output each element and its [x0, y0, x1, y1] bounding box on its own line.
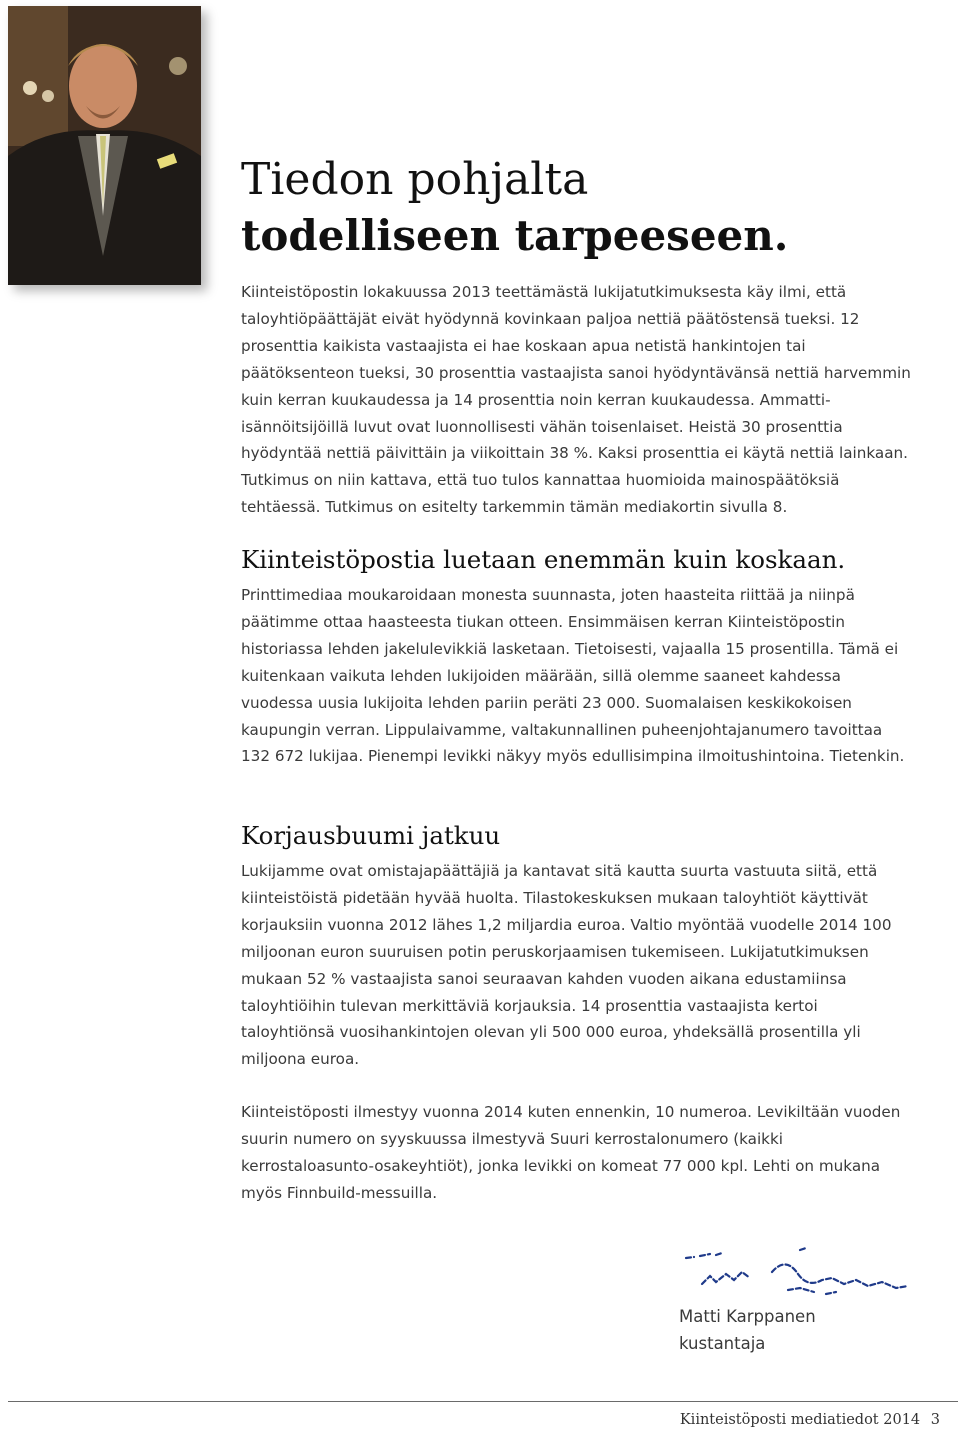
- readership-paragraph: Printtimediaa moukaroidaan monesta suunnasta, joten haasteita riittää ja niinpä päätimme ottaa haasteesta tiukan otteen. Ensimmäisen kerran Kiinteistöpostin historiassa lehden jakelulevikkiä lasketaan. Tietoisesti, vajaalla 15 prosentilla. Tämä ei kuitenkaan vaikuta lehden lukijoiden määrään, sillä olemme saaneet kahdessa vuodessa uusia lukijoita lehden pariin peräti 23 000. Suomalaisen keskikokoisen kaupungin verran. Lippulaivamme, valtakunnallinen puheenjohtajanumero tavoittaa 132 672 lukijaa. Pienempi levikki näkyy myös edullisimpina ilmoitushintoina. Tietenkin.: [241, 586, 905, 766]
- signer-title: kustantaja: [679, 1334, 766, 1353]
- footer-divider: [8, 1401, 958, 1402]
- page-number: 3: [930, 1412, 940, 1428]
- handwritten-signature-icon: [676, 1244, 916, 1304]
- footer-publication-title: Kiinteistöposti mediatiedot 2014: [679, 1412, 921, 1428]
- section-heading-renovation: Korjausbuumi jatkuu: [241, 821, 501, 850]
- publication-paragraph: Kiinteistöposti ilmestyy vuonna 2014 kuten ennenkin, 10 numeroa. Levikiltään vuoden suurin numero on syyskuussa ilmestyvä Suuri kerrostalonumero (kaikki kerrostaloasunto-osakeyhtiöt), jonka levikki on komeat 77 000 kpl. Lehti on mukana myös Finnbuild-messuilla.: [241, 1103, 901, 1202]
- footer: [680, 1410, 940, 1430]
- section-heading-readership: Kiinteistöpostia luetaan enemmän kuin koskaan.: [241, 545, 846, 574]
- renovation-paragraph: Lukijamme ovat omistajapäättäjiä ja kantavat sitä kautta suurta vastuuta siitä, että kiinteistöistä pidetään hyvää huolta. Tilastokeskuksen mukaan taloyhtiöt käyttivät korjauksiin vuonna 2012 lähes 1,2 miljardia euroa. Valtio myöntää vuodelle 2014 100 miljoonan euron suuruisen potin peruskorjaamisen tukemiseen. Lukijatutkimuksen mukaan 52 % vastaajista sanoi seuraavan kahden vuoden aikana edustamiinsa taloyhtiöihin tulevan merkittäviä korjauksia. 14 prosenttia vastaajista kertoi taloyhtiönsä vuosihankintojen olevan yli 500 000 euroa, yhdeksällä prosentilla yli miljoona euroa.: [241, 862, 892, 1069]
- headline-line-2: todelliseen tarpeeseen.: [241, 211, 789, 260]
- signer-name: Matti Karppanen: [679, 1307, 816, 1326]
- intro-paragraph: Kiinteistöpostin lokakuussa 2013 teettämästä lukijatutkimuksesta käy ilmi, että taloyhtiöpäättäjät eivät hyödynnä kovinkaan paljoa nettiä päätöstensä tueksi. 12 prosenttia kaikista vastaajista ei hae koskaan apua netistä hankintojen tai päätöksenteon tueksi, 30 prosenttia vastaajista sanoi hyödyntävänsä nettiä harvemmin kuin kerran kuukaudessa ja 14 prosenttia noin kerran kuukaudessa. Ammatti-isännöitsijöillä luvut ovat luonnollisesti vähän toisenlaiset. Heistä 30 prosenttia hyödyntää nettiä päivittäin ja viikoittain 38 %. Kaksi prosenttia ei käytä nettiä lainkaan. Tutkimus on niin kattava, että tuo tulos kannattaa huomioida mainospäätöksiä tehtäessä. Tutkimus on esitelty tarkemmin tämän mediakortin sivulla 8.: [241, 283, 911, 517]
- portrait-photo-icon: [8, 6, 201, 285]
- headline-line-1: Tiedon pohjalta: [241, 154, 589, 205]
